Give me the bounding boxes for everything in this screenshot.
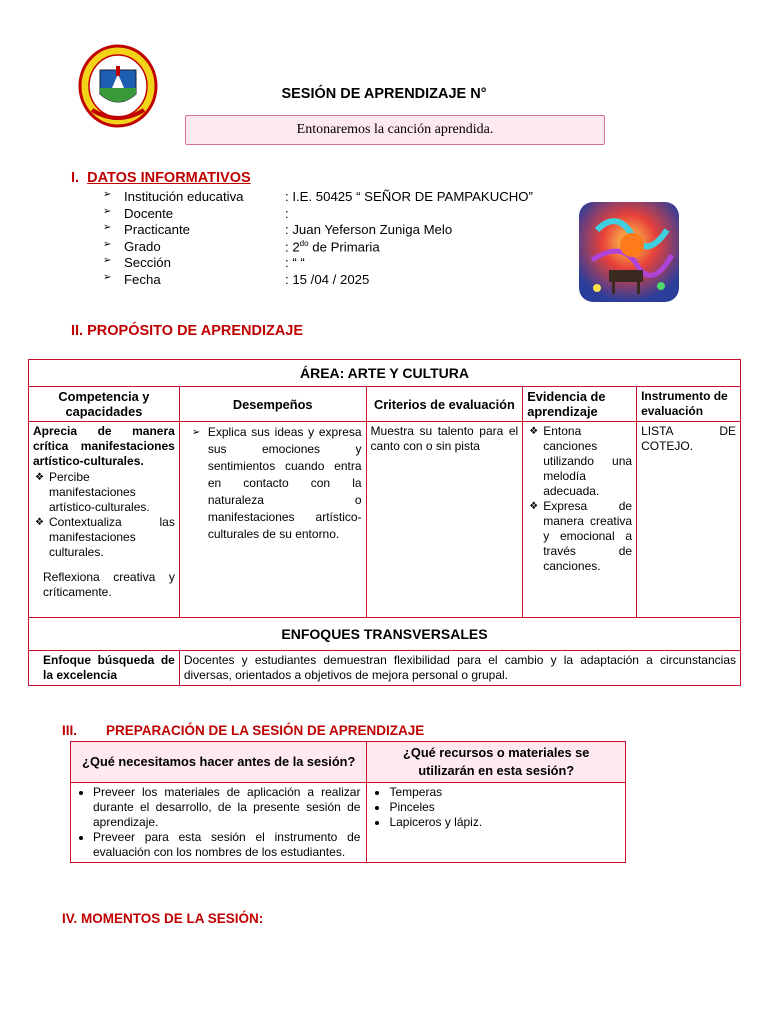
diamond-bullet-icon: ❖ xyxy=(35,472,44,483)
arrow-bullet-icon: ➢ xyxy=(103,239,112,250)
section-number: I. xyxy=(71,170,80,186)
arrow-bullet-icon: ➢ xyxy=(103,222,112,233)
section-title: PREPARACIÓN DE LA SESIÓN DE APRENDIZAJE xyxy=(106,723,425,738)
evidencia-item: ❖ Entona canciones utilizando una melodía adecuada. xyxy=(529,424,633,498)
header-evidencia: Evidencia de aprendizaje xyxy=(523,387,637,422)
info-label: Grado xyxy=(124,239,161,254)
enfoques-title: ENFOQUES TRANSVERSALES xyxy=(29,618,741,651)
music-art-image xyxy=(577,200,681,304)
header-criterios: Criterios de evaluación xyxy=(366,387,523,422)
enfoque-description: Docentes y estudiantes demuestran flexibilidad para el cambio y la adaptación a circunstancias diversas, orientados a objetivos de mejora personal o grupal. xyxy=(179,651,740,686)
info-label: Fecha xyxy=(124,272,161,287)
antes-item: • Preveer los materiales de aplicación a realizar durante el desarrollo, de la presente sesión de aprendizaje. xyxy=(93,785,360,830)
arrow-bullet-icon: ➢ xyxy=(103,189,112,200)
criterio-cell: Muestra su talento para el canto con o sin pista xyxy=(366,422,523,618)
capacidad-item: ❖ Contextualiza las manifestaciones culturales. xyxy=(35,515,175,559)
info-value: : I.E. 50425 “ SEÑOR DE PAMPAKUCHO” xyxy=(285,189,533,204)
instrumento-cell: LISTA DE COTEJO. xyxy=(637,422,741,618)
diamond-bullet-icon: ❖ xyxy=(529,501,539,512)
desempeno-item: ➢ Explica sus ideas y expresa sus emociones y sentimientos cuando entra en contacto con la naturaleza o manifestaciones artístico-culturales de su entorno. xyxy=(191,425,362,541)
header-instrumento: Instrumento de evaluación xyxy=(637,387,741,422)
diamond-bullet-icon: ❖ xyxy=(529,426,539,437)
header-desempenos: Desempeños xyxy=(179,387,366,422)
info-value: : “ “ xyxy=(285,255,305,270)
arrow-bullet-icon: ➢ xyxy=(103,206,112,217)
area-title: ÁREA: ARTE Y CULTURA xyxy=(29,360,741,387)
section-proposito-heading: II. PROPÓSITO DE APRENDIZAJE xyxy=(71,323,304,339)
section-number: III. xyxy=(62,723,78,738)
arrow-bullet-icon: ➢ xyxy=(103,255,112,266)
section-momentos-heading: IV. MOMENTOS DE LA SESIÓN: xyxy=(62,911,264,926)
desempeno-cell xyxy=(179,422,366,618)
recurso-item: • Pinceles xyxy=(389,800,619,815)
info-value: : 15 /04 / 2025 xyxy=(285,272,370,287)
info-value: : $2^{do}$ de Primaria xyxy=(285,239,380,255)
competencia-text: Aprecia de manera crítica manifestaciones artístico-culturales. xyxy=(33,424,175,468)
recurso-item: • Temperas xyxy=(389,785,619,800)
section-preparacion-heading xyxy=(62,723,424,738)
antes-cell xyxy=(71,783,367,863)
session-title: Entonaremos la canción aprendida. xyxy=(296,122,494,137)
diamond-bullet-icon: ❖ xyxy=(35,517,44,528)
header-recursos: ¿Qué recursos o materiales se utilizarán en esta sesión? xyxy=(367,742,626,783)
header-antes: ¿Qué necesitamos hacer antes de la sesión? xyxy=(71,742,367,783)
competencia-cell xyxy=(29,422,180,618)
info-label: Institución educativa xyxy=(124,189,244,204)
page-title: SESIÓN DE APRENDIZAJE N° xyxy=(281,86,487,102)
section-datos-heading xyxy=(71,170,251,186)
evidencia-cell xyxy=(523,422,637,618)
preparacion-table xyxy=(70,741,626,863)
header-competencia: Competencia y capacidades xyxy=(29,387,180,422)
info-label: Sección xyxy=(124,255,171,270)
antes-item: • Preveer para esta sesión el instrumento de evaluación con los nombres de los estudiantes. xyxy=(93,830,360,860)
arte-cultura-table xyxy=(28,359,741,686)
arrow-bullet-icon: ➢ xyxy=(103,272,112,283)
enfoque-name: Enfoque búsqueda de la excelencia xyxy=(29,651,180,686)
session-title-box xyxy=(185,115,605,145)
info-value: : Juan Yeferson Zuniga Melo xyxy=(285,222,453,237)
info-value: : xyxy=(285,206,289,221)
recursos-cell xyxy=(367,783,626,863)
capacidad-item: ❖ Percibe manifestaciones artístico-culturales. xyxy=(35,470,150,514)
info-label: Practicante xyxy=(124,222,190,237)
reflexiona-text: Reflexiona creativa y críticamente. xyxy=(43,570,175,599)
recurso-item: • Lapiceros y lápiz. xyxy=(389,815,619,830)
info-label: Docente xyxy=(124,206,174,221)
evidencia-item: ❖ Expresa de manera creativa y emocional a través de canciones. xyxy=(529,499,633,573)
section-title: DATOS INFORMATIVOS xyxy=(87,170,251,186)
arrow-bullet-icon: ➢ xyxy=(191,427,201,438)
